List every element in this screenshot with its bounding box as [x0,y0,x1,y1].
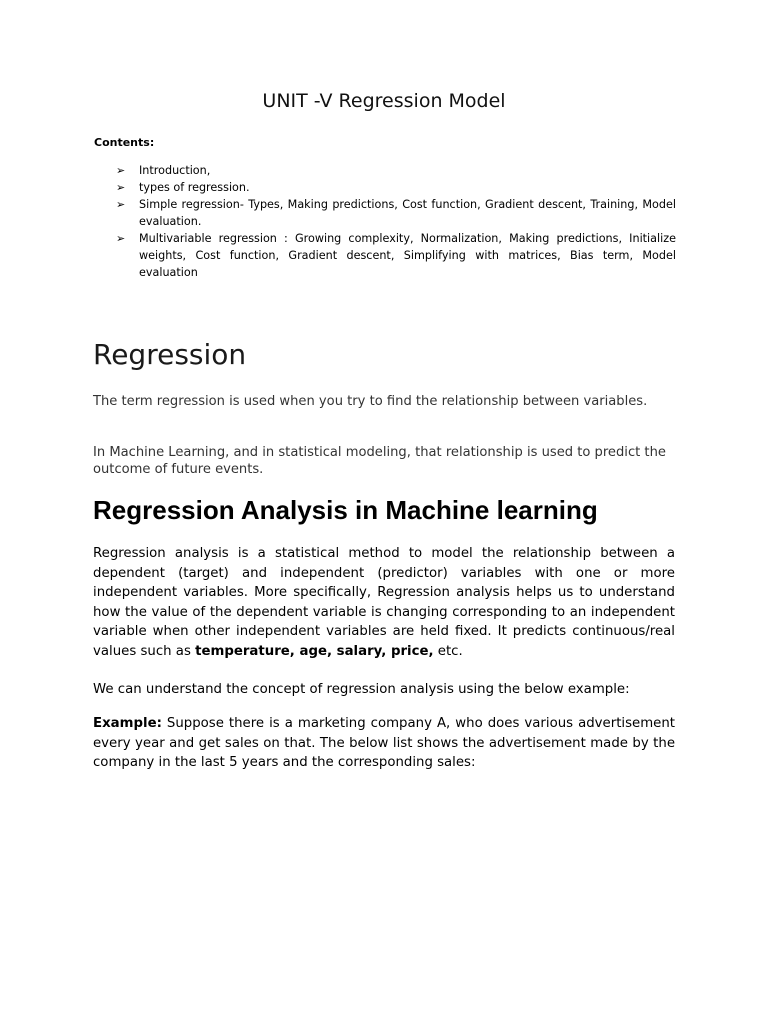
unit-title: UNIT -V Regression Model [262,90,506,112]
arrow-bullet-icon: ➢ [116,198,126,211]
regression-intro-paragraph: The term regression is used when you try to find the relationship between variables. [93,394,648,409]
analysis-examples-bold: temperature, age, salary, price, [195,643,434,659]
contents-item [116,230,676,281]
example-label: Example: [93,716,162,731]
contents-item [116,179,676,196]
analysis-heading: Regression Analysis in Machine learning [93,495,598,525]
contents-label: Contents: [94,136,155,149]
contents-item [116,162,676,179]
contents-item-text: Multivariable regression : Growing complexity, Normalization, Making predictions, Initialize weights, Cost function, Gradient descent, Simplifying with matrices, Bias term, Model evaluation [139,232,676,279]
contents-item-text: types of regression. [139,181,250,194]
analysis-paragraph-tail: etc. [433,643,463,659]
example-text: Suppose there is a marketing company A, who does various advertisement every year and get sales on that. The below list shows the advertisement made by the company in the last 5 years and the corresponding sales: [93,716,675,770]
regression-ml-paragraph: In Machine Learning, and in statistical modeling, that relationship is used to predict the outcome of future events. [93,445,666,477]
analysis-paragraph-text: Regression analysis is a statistical method to model the relationship between a dependent (target) and independent (predictor) variables with one or more independent variables. More specifically, Regression analysis helps us to understand how the value of the dependent variable is changing corresponding to an independent variable when other independent variables are held fixed. It predicts continuous/real values such as [93,546,675,659]
arrow-bullet-icon: ➢ [116,164,126,177]
arrow-bullet-icon: ➢ [116,181,126,194]
analysis-paragraph [93,544,675,661]
example-paragraph [93,714,675,773]
contents-list [116,162,676,281]
contents-item-text: Simple regression- Types, Making predictions, Cost function, Gradient descent, Training, Model evaluation. [139,198,676,228]
arrow-bullet-icon: ➢ [116,232,126,245]
regression-heading: Regression [93,338,247,371]
contents-item-text: Introduction, [139,164,211,177]
concept-paragraph: We can understand the concept of regression analysis using the below example: [93,682,630,697]
contents-item [116,196,676,230]
